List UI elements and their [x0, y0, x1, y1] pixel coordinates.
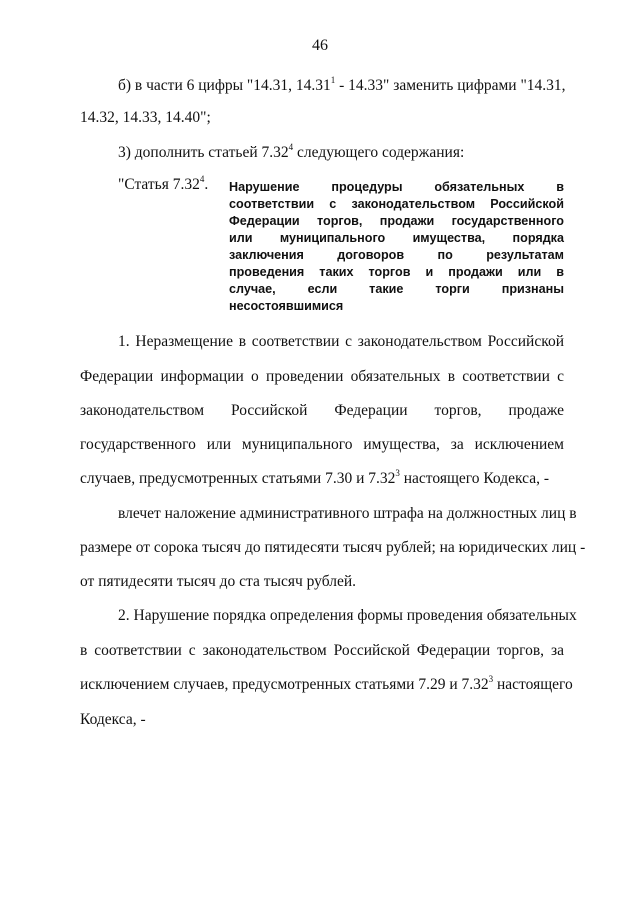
sanction-1-line: от пятидесяти тысяч до ста тысяч рублей.	[80, 573, 357, 590]
part-1-line: Федерации информации о проведении обязательных в соответствии с	[80, 368, 564, 385]
article-title-line: Федерации торгов, продажи государственного	[229, 214, 564, 228]
article-title-line: проведения таких торгов и продажи или в	[229, 265, 564, 279]
part-2-line: 2. Нарушение порядка определения формы проведения обязательных	[118, 607, 577, 624]
sanction-1-line: размере от сорока тысяч до пятидесяти тысяч рублей; на юридических лиц -	[80, 539, 586, 556]
para-b-line-2: 14.32, 14.33, 14.40";	[80, 109, 211, 126]
part-2-line: в соответствии с законодательством Российской Федерации торгов, за	[80, 642, 564, 659]
article-title-line: заключения договоров по результатам	[229, 248, 564, 262]
article-title-line: или муниципального имущества, порядка	[229, 231, 564, 245]
para-b-line-1: б) в части 6 цифры "14.31, 14.31$^1$ - 14.33" заменить цифрами "14.31,	[118, 75, 566, 94]
para-3-line: 3) дополнить статьей 7.32$^4$ следующего содержания:	[118, 142, 465, 161]
part-1-line: случаев, предусмотренных статьями 7.30 и 7.32$^3$ настоящего Кодекса, -	[80, 468, 550, 487]
part-2-line: Кодекса, -	[80, 711, 146, 728]
sanction-1-line: влечет наложение административного штрафа на должностных лиц в	[118, 505, 577, 522]
part-1-line: государственного или муниципального имущества, за исключением	[80, 436, 564, 453]
part-1-line: законодательством Российской Федерации торгов, продаже	[80, 402, 564, 419]
page-number: 46	[312, 37, 328, 54]
part-1-line: 1. Неразмещение в соответствии с законодательством Российской	[118, 333, 564, 350]
article-title-line: случае, если такие торги признаны	[229, 282, 564, 296]
article-title-line: соответствии с законодательством Российской	[229, 197, 564, 211]
article-label: "Статья 7.32$^4$.	[118, 174, 209, 193]
article-title-line: несостоявшимися	[229, 299, 344, 313]
article-title-line: Нарушение процедуры обязательных в	[229, 180, 564, 194]
part-2-line: исключением случаев, предусмотренных статьями 7.29 и 7.32$^3$ настоящего	[80, 674, 573, 693]
